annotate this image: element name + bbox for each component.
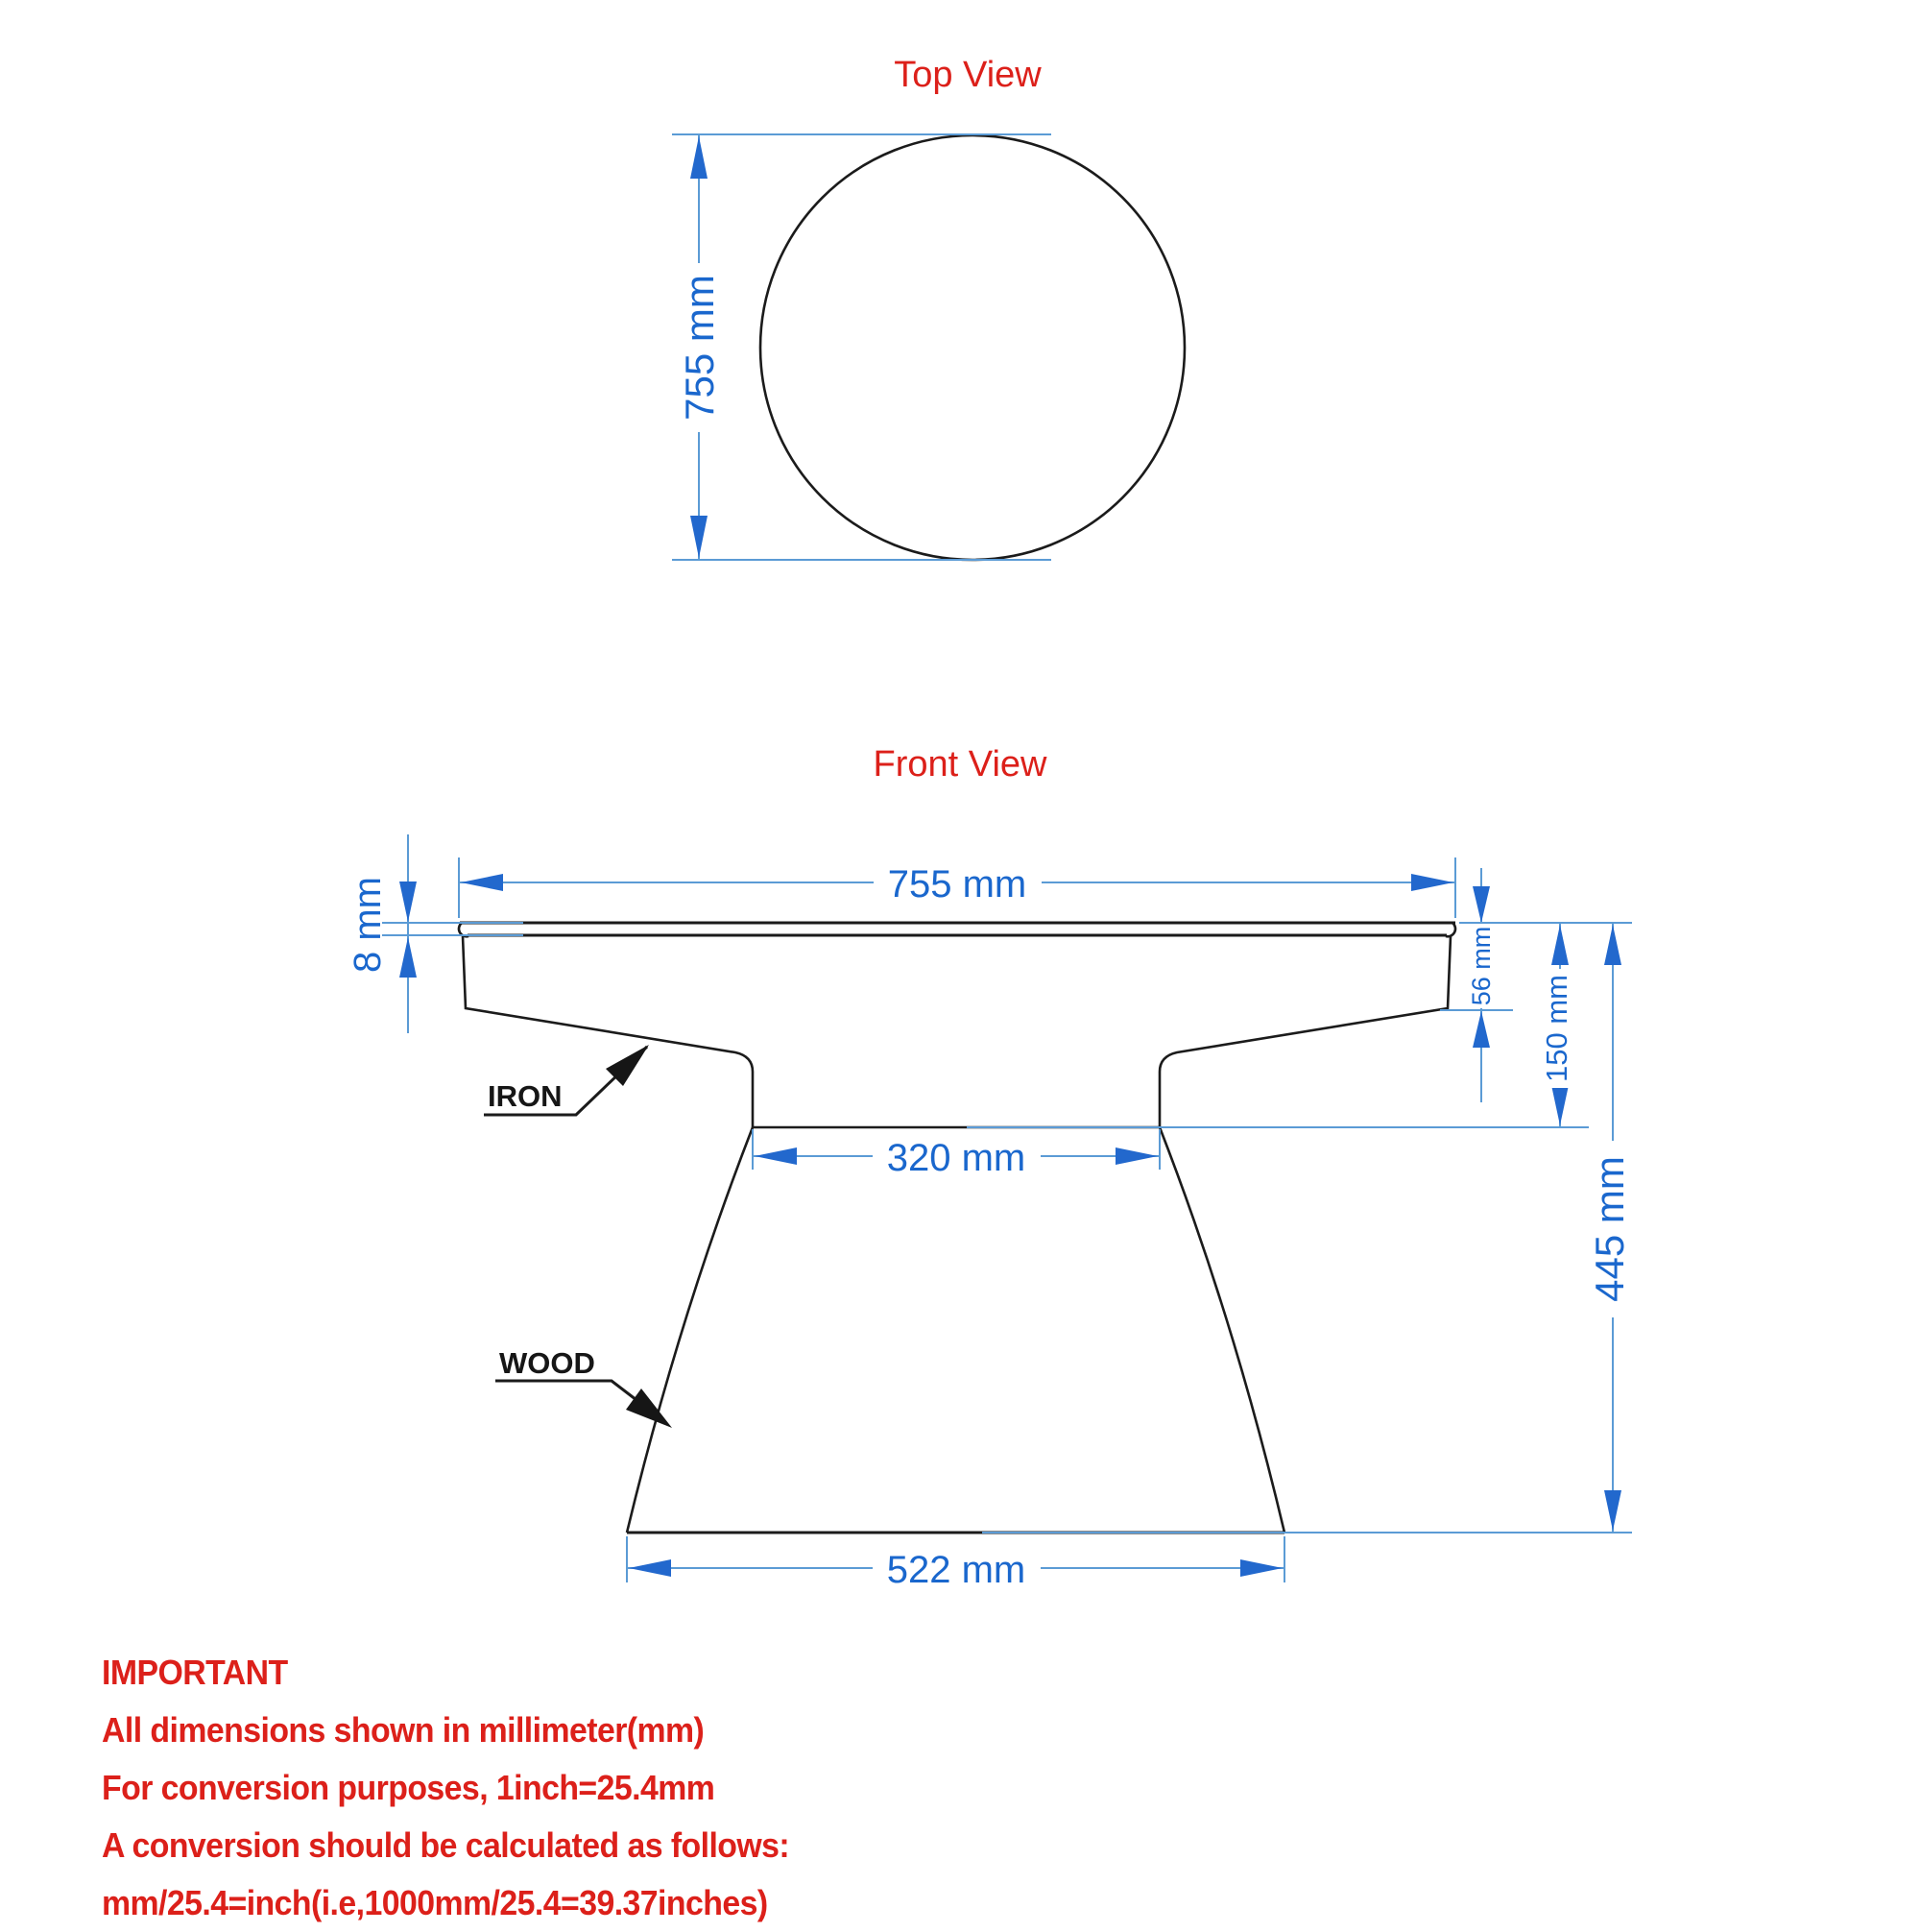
thickness-label: 8 mm [347, 877, 389, 973]
thickness-dimension [347, 877, 389, 973]
wood-right-edge [1160, 1127, 1284, 1533]
tabletop-right-cap [1446, 923, 1455, 936]
wood-leader-arrowhead [626, 1389, 672, 1428]
arrowhead-up [1473, 1011, 1490, 1048]
arrowhead-down [690, 516, 708, 558]
arrowhead-right [1411, 874, 1453, 891]
notes-line: A conversion should be calculated as follows: [102, 1825, 790, 1865]
total-height-label: 445 mm [1587, 1156, 1632, 1302]
arrowhead-left [461, 874, 503, 891]
arrowhead-right [1116, 1147, 1158, 1165]
arrowhead-left [629, 1559, 671, 1577]
notes-line: mm/25.4=inch(i.e,1000mm/25.4=39.37inches) [102, 1883, 768, 1922]
important-notes [102, 1644, 789, 1932]
arrowhead-left [755, 1147, 797, 1165]
arrowhead-up [399, 937, 417, 978]
neck-width-label: 320 mm [886, 1137, 1026, 1179]
total-height-dimension [1585, 1141, 1633, 1317]
iron-height-label: 150 mm [1540, 975, 1573, 1082]
arrowhead-down [399, 881, 417, 922]
iron-height-dimension [1539, 969, 1573, 1088]
arrowhead-right [1240, 1559, 1283, 1577]
top-view-title: Top View [894, 55, 1042, 95]
iron-right-profile [1160, 936, 1451, 1127]
top-diameter-label: 755 mm [677, 275, 722, 421]
notes-line: For conversion purposes, 1inch=25.4mm [102, 1768, 715, 1807]
arrowhead-up [1551, 925, 1569, 965]
iron-material-label: IRON [488, 1079, 563, 1113]
arrowhead-down [1604, 1490, 1621, 1531]
notes-heading: IMPORTANT [102, 1653, 288, 1692]
arrowhead-down [1551, 1085, 1569, 1125]
tabletop-circle [760, 135, 1185, 560]
arrowhead-up [690, 136, 708, 179]
edge-dimension [1465, 924, 1496, 1008]
arrowhead-up [1604, 925, 1621, 965]
front-width-label: 755 mm [887, 863, 1027, 906]
wood-material-label: WOOD [499, 1346, 595, 1380]
front-view-title: Front View [873, 744, 1047, 785]
wood-left-edge [627, 1127, 753, 1533]
base-width-label: 522 mm [886, 1549, 1026, 1591]
notes-line: All dimensions shown in millimeter(mm) [102, 1710, 705, 1750]
top-diameter-dimension [677, 263, 723, 432]
edge-label: 56 mm [1467, 926, 1496, 1006]
arrowhead-down [1473, 886, 1490, 923]
